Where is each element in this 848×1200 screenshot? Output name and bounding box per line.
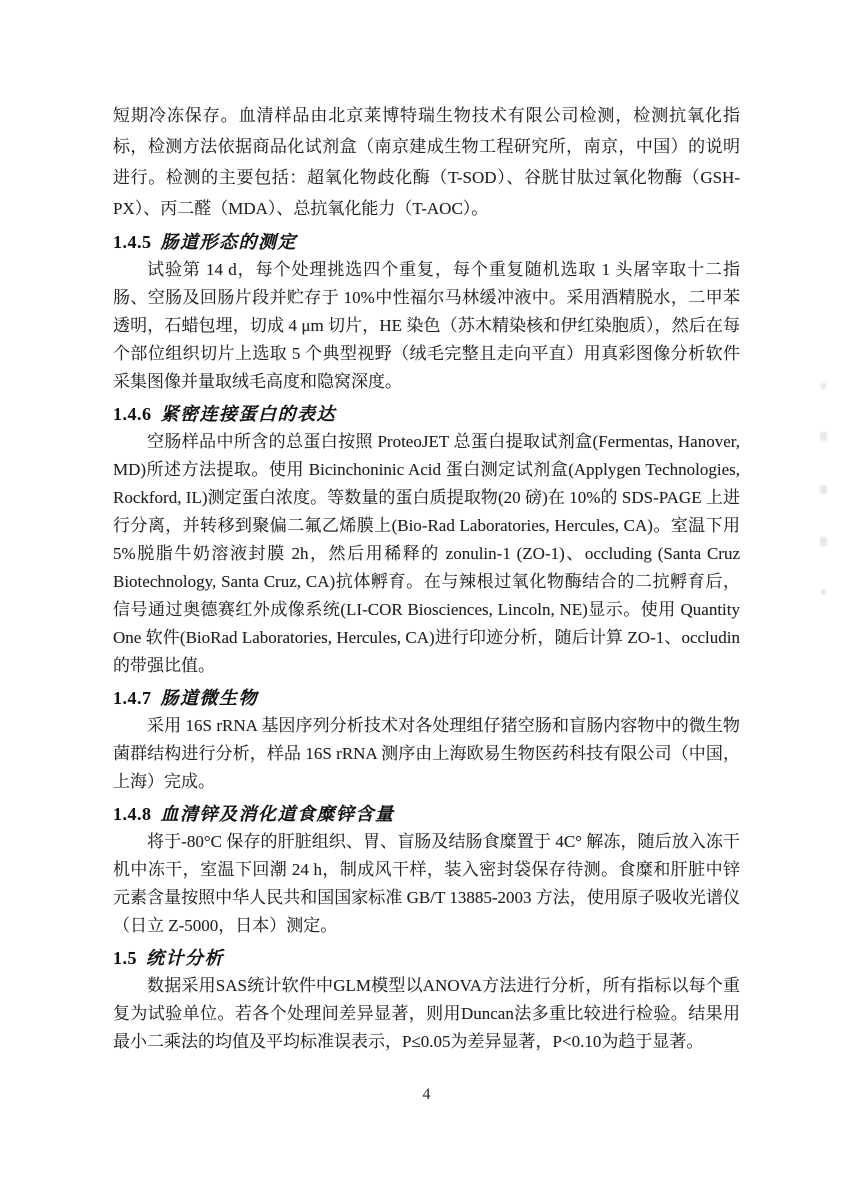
section-number: 1.5 (113, 948, 137, 968)
section-paragraph: 空肠样品中所含的总蛋白按照 ProteoJET 总蛋白提取试剂盒(Fermentas, Hanover, MD)所述方法提取。使用 Bicinchoninic Acid 蛋白测定试剂盒(Applygen Technologies, Rockford, IL)测定蛋白浓度。等数量的蛋白质提取物(20 磅)在 10%的 SDS-PAGE 上进行分离，并转移到聚偏二氟乙烯膜上(Bio-Rad Laboratories, Hercules, CA)。室温下用 5%脱脂牛奶溶液封膜 2h，然后用稀释的 zonulin-1 (ZO-1)、occluding (Santa Cruz Biotechnology, Santa Cruz, CA)抗体孵育。在与辣根过氧化物酶结合的二抗孵育后，信号通过奥德赛红外成像系统(LI-COR Biosciences, Lincoln, NE)显示。使用 Quantity One 软件(BioRad Laboratories, Hercules, CA)进行印迹分析，随后计算 ZO-1、occludin 的带强比值。 (113, 432, 740, 675)
section-heading (113, 402, 740, 426)
section-number: 1.4.6 (113, 404, 152, 424)
section-paragraph: 将于-80°C 保存的肝脏组织、胃、盲肠及结肠食糜置于 4C° 解冻，随后放入冻干机中冻干，室温下回潮 24 h，制成风干样，装入密封袋保存待测。食糜和肝脏中锌元素含量按照中华人民共和国国家标准 GB/T 13885-2003 方法，使用原子吸收光谱仪（日立 Z-5000，日本）测定。 (113, 832, 740, 935)
section-heading (113, 230, 740, 254)
section-zinc-content (113, 802, 740, 940)
section-intestinal-morphology (113, 230, 740, 396)
section-number: 1.4.5 (113, 232, 152, 252)
section-paragraph: 试验第 14 d，每个处理挑选四个重复，每个重复随机选取 1 头屠宰取十二指肠、空肠及回肠片段并贮存于 10%中性福尔马林缓冲液中。采用酒精脱水，二甲苯透明，石蜡包埋，切成 4 μm 切片，HE 染色（苏木精染核和伊红染胞质），然后在每个部位组织切片上选取 5 个典型视野（绒毛完整且走向平直）用真彩图像分析软件采集图像并量取绒毛高度和隐窝深度。 (113, 260, 740, 391)
artifact-dot (820, 432, 827, 441)
section-title: 血清锌及消化道食糜锌含量 (160, 804, 395, 824)
artifact-dot (821, 383, 826, 389)
section-number: 1.4.8 (113, 804, 152, 824)
page-number: 4 (422, 1086, 431, 1103)
section-number: 1.4.7 (113, 688, 152, 708)
section-title: 肠道微生物 (160, 688, 258, 708)
artifact-dot (820, 485, 827, 494)
artifact-dot (820, 537, 827, 546)
section-heading (113, 802, 740, 826)
section-paragraph: 采用 16S rRNA 基因序列分析技术对各处理组仔猪空肠和盲肠内容物中的微生物菌群结构进行分析，样品 16S rRNA 测序由上海欧易生物医药科技有限公司（中国，上海）完成。 (113, 716, 740, 791)
paragraph-serum-antioxidant: 短期冷冻保存。血清样品由北京莱博特瑞生物技术有限公司检测，检测抗氧化指标，检测方法依据商品化试剂盒（南京建成生物工程研究所，南京，中国）的说明进行。检测的主要包括：超氧化物歧化酶（T-SOD）、谷胱甘肽过氧化物酶（GSH-PX）、丙二醛（MDA）、总抗氧化能力（T-AOC）。 (113, 106, 740, 218)
section-title: 统计分析 (146, 948, 224, 968)
section-tight-junction-protein (113, 402, 740, 680)
section-title: 紧密连接蛋白的表达 (160, 404, 336, 424)
section-paragraph: 数据采用SAS统计软件中GLM模型以ANOVA方法进行分析，所有指标以每个重复为试验单位。若各个处理间差异显著，则用Duncan法多重比较进行检验。结果用最小二乘法的均值及平均标准误表示，P≤0.05为差异显著，P<0.10为趋于显著。 (113, 976, 740, 1051)
artifact-dot (821, 589, 826, 595)
section-title: 肠道形态的测定 (160, 232, 297, 252)
section-statistical-analysis (113, 946, 740, 1056)
document-content (113, 100, 740, 1056)
section-heading (113, 686, 740, 710)
scan-bleed-artifact (812, 383, 834, 595)
section-gut-microbiota (113, 686, 740, 796)
section-heading (113, 946, 740, 970)
